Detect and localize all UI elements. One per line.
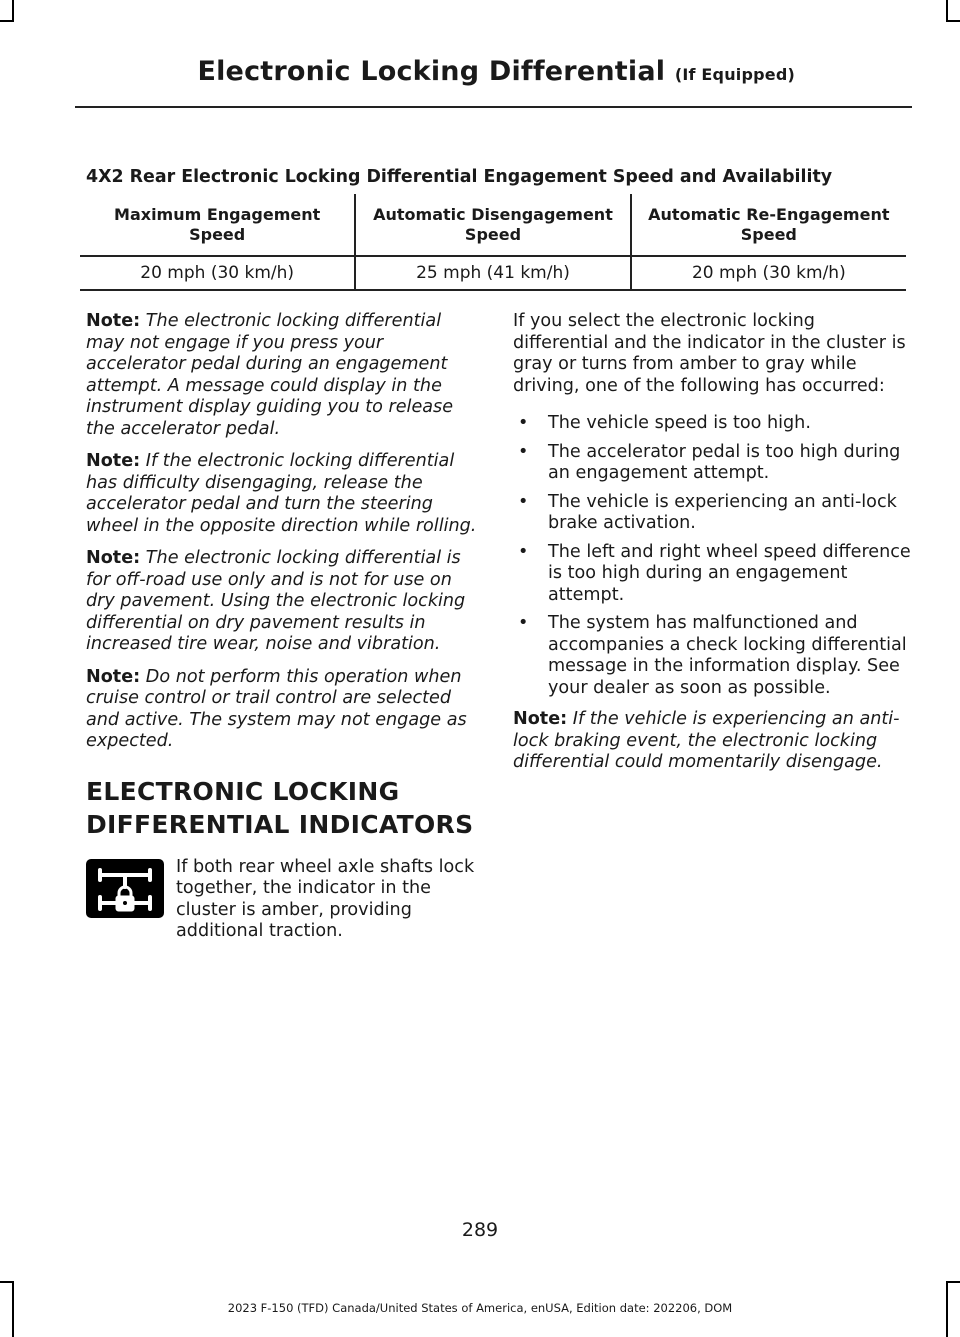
list-item-text: The accelerator pedal is too high during an engagement attempt. <box>548 441 901 483</box>
crop-mark <box>0 20 14 22</box>
engagement-speed-table <box>80 194 906 291</box>
indicator-text: If both rear wheel axle shafts lock together, the indicator in the cluster is amber, providing additional traction. <box>176 856 475 941</box>
right-column <box>513 311 911 785</box>
bullet-glyph: • <box>518 491 529 512</box>
indicator-description <box>86 857 478 943</box>
intro-paragraph: If you select the electronic locking differential and the indicator in the cluster is gray or turns from amber to gray while driving, one of the following has occurred: <box>513 311 906 396</box>
table-column-header: Automatic Disengagement Speed <box>355 194 630 256</box>
crop-mark <box>0 1281 14 1283</box>
note-label: Note: <box>513 709 568 729</box>
list-item <box>513 413 911 435</box>
crop-mark <box>946 1281 960 1283</box>
bullet-glyph: • <box>518 541 529 562</box>
note-paragraph <box>86 311 478 440</box>
note-paragraph <box>86 451 478 537</box>
table-row <box>80 256 906 290</box>
note-label: Note: <box>86 451 141 471</box>
bullet-glyph: • <box>518 413 529 433</box>
crop-mark <box>12 0 14 22</box>
table-header-row <box>80 194 906 256</box>
page-number: 289 <box>461 1219 499 1241</box>
note-label: Note: <box>86 548 141 568</box>
crop-mark <box>946 0 948 22</box>
condition-list <box>513 413 911 699</box>
table-column-header: Automatic Re-Engagement Speed <box>631 194 906 256</box>
list-item-text: The vehicle is experiencing an anti-lock brake activation. <box>548 491 897 533</box>
note-text: If the vehicle is experiencing an anti-lock braking event, the electronic locking differential could momentarily disengage. <box>513 709 900 772</box>
page-footer: 2023 F-150 (TFD) Canada/United States of America, enUSA, Edition date: 202206, DOM <box>227 1301 733 1315</box>
note-label: Note: <box>86 666 141 687</box>
section-heading: ELECTRONIC LOCKING DIFFERENTIAL INDICATORS <box>86 776 474 839</box>
bullet-glyph: • <box>518 613 529 633</box>
list-item-text: The system has malfunctioned and accompanies a check locking differential message in the information display. See your dealer as soon as possible. <box>548 613 907 698</box>
list-item-text: The vehicle speed is too high. <box>548 413 811 433</box>
note-text: Do not perform this operation when cruise control or trail control are selected and active. The system may not engage as expected. <box>86 666 467 751</box>
table-cell: 25 mph (41 km/h) <box>355 256 630 290</box>
table-column-header: Maximum Engagement Speed <box>80 194 355 256</box>
list-item-text: The left and right wheel speed difference is too high during an engagement attempt. <box>548 541 911 605</box>
list-item <box>513 442 911 485</box>
note-text: The electronic locking differential is for off-road use only and is not for use on dry pavement. Using the electronic locking differential on dry pavement results in increased tire wear, noise and vibration. <box>86 548 466 654</box>
note-text: If the electronic locking differential has difficulty disengaging, release the accelerator pedal and turn the steering wheel in the opposite direction while rolling. <box>86 451 477 536</box>
note-paragraph <box>513 709 911 774</box>
list-item <box>513 613 911 699</box>
header-title-suffix: (If Equipped) <box>674 65 795 84</box>
note-paragraph <box>86 667 478 753</box>
note-paragraph <box>86 548 478 656</box>
locked-axle-icon <box>86 859 164 918</box>
bullet-glyph: • <box>518 441 529 462</box>
header-divider <box>75 106 912 108</box>
list-item <box>513 492 911 535</box>
table-cell: 20 mph (30 km/h) <box>631 256 906 290</box>
table-title: 4X2 Rear Electronic Locking Differential Engagement Speed and Availability <box>86 167 833 187</box>
left-column <box>86 311 478 943</box>
note-label: Note: <box>86 311 141 331</box>
list-item <box>513 542 911 607</box>
note-text: The electronic locking differential may not engage if you press your accelerator pedal during an engagement attempt. A message could display in the instrument display guiding you to release the accelerator pedal. <box>86 311 454 439</box>
crop-mark <box>946 20 960 22</box>
table-cell: 20 mph (30 km/h) <box>80 256 355 290</box>
header-title-text: Electronic Locking Differential <box>197 56 666 87</box>
page-header-title <box>197 56 795 87</box>
